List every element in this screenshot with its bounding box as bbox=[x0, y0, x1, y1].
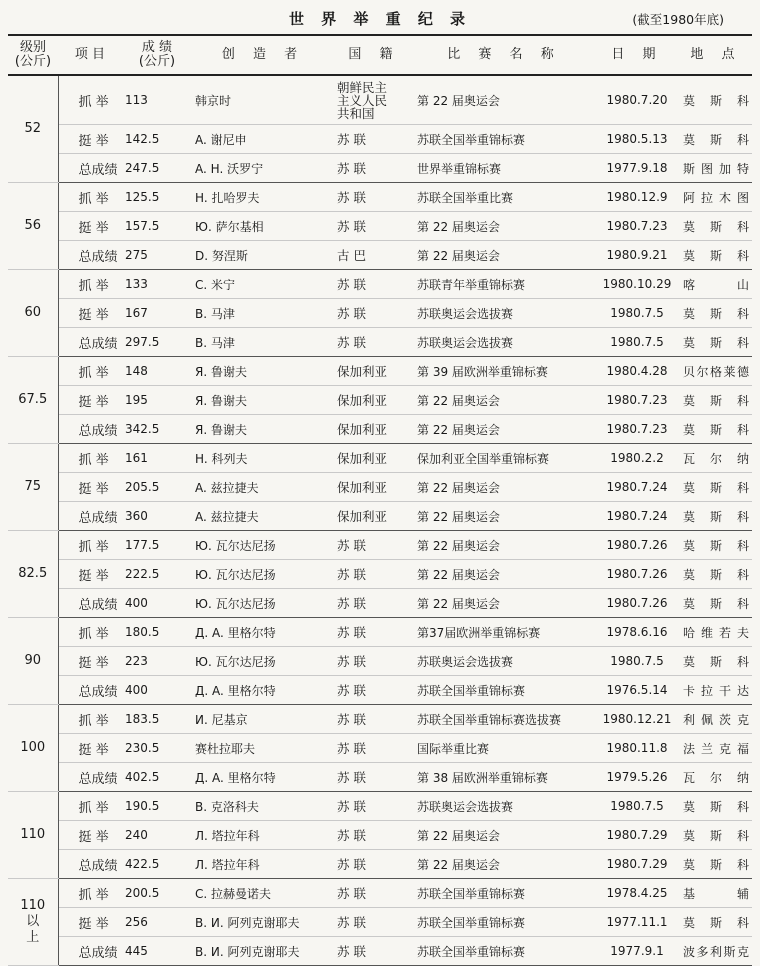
competition-cell: 苏联全国举重锦标赛 bbox=[414, 937, 594, 966]
nation-cell: 保加利亚 bbox=[334, 473, 414, 502]
competition-cell: 第 22 届奥运会 bbox=[414, 212, 594, 241]
result-cell: 183.5 bbox=[122, 705, 192, 734]
competition-cell: 保加利亚全国举重锦标赛 bbox=[414, 444, 594, 473]
header-result: 成 绩 (公斤) bbox=[122, 35, 192, 75]
weight-class-cell: 110 bbox=[8, 792, 58, 879]
event-cell: 挺 举 bbox=[58, 560, 122, 589]
date-cell: 1980.7.5 bbox=[594, 328, 680, 357]
event-cell: 挺 举 bbox=[58, 212, 122, 241]
holder-cell: Д. A. 里格尔特 bbox=[192, 763, 334, 792]
holder-cell: A. 兹拉捷夫 bbox=[192, 473, 334, 502]
holder-cell: Д. A. 里格尔特 bbox=[192, 676, 334, 705]
header-event: 项 目 bbox=[58, 35, 122, 75]
holder-cell: A. 谢尼申 bbox=[192, 125, 334, 154]
result-cell: 297.5 bbox=[122, 328, 192, 357]
result-cell: 195 bbox=[122, 386, 192, 415]
date-cell: 1980.9.21 bbox=[594, 241, 680, 270]
result-cell: 180.5 bbox=[122, 618, 192, 647]
date-cell: 1977.9.1 bbox=[594, 937, 680, 966]
weight-class-cell: 67.5 bbox=[8, 357, 58, 444]
place-cell: 瓦尔纳 bbox=[680, 444, 752, 473]
result-cell: 402.5 bbox=[122, 763, 192, 792]
event-cell: 抓 举 bbox=[58, 75, 122, 125]
table-row bbox=[8, 386, 752, 415]
place-cell: 哈维若夫 bbox=[680, 618, 752, 647]
event-cell: 抓 举 bbox=[58, 531, 122, 560]
result-cell: 205.5 bbox=[122, 473, 192, 502]
date-cell: 1980.7.29 bbox=[594, 821, 680, 850]
table-row bbox=[8, 908, 752, 937]
header-class: 级别 (公斤) bbox=[8, 35, 58, 75]
holder-cell: Ю. 瓦尔达尼扬 bbox=[192, 560, 334, 589]
table-row bbox=[8, 154, 752, 183]
holder-cell: Л. 塔拉年科 bbox=[192, 850, 334, 879]
cutoff-note: (截至1980年底) bbox=[632, 12, 724, 27]
place-cell: 利佩茨克 bbox=[680, 705, 752, 734]
result-cell: 142.5 bbox=[122, 125, 192, 154]
competition-cell: 第 22 届奥运会 bbox=[414, 241, 594, 270]
event-cell: 抓 举 bbox=[58, 792, 122, 821]
place-cell: 基辅 bbox=[680, 879, 752, 908]
date-cell: 1977.9.18 bbox=[594, 154, 680, 183]
competition-cell: 第 22 届奥运会 bbox=[414, 850, 594, 879]
nation-cell: 朝鲜民主 主义人民 共和国 bbox=[334, 75, 414, 125]
table-row bbox=[8, 125, 752, 154]
holder-cell: Я. 鲁谢夫 bbox=[192, 357, 334, 386]
event-cell: 挺 举 bbox=[58, 908, 122, 937]
holder-cell: D. 努涅斯 bbox=[192, 241, 334, 270]
place-cell: 瓦尔纳 bbox=[680, 763, 752, 792]
holder-cell: 赛杜拉耶夫 bbox=[192, 734, 334, 763]
date-cell: 1979.5.26 bbox=[594, 763, 680, 792]
header-holder: 创 造 者 bbox=[192, 35, 334, 75]
place-cell: 莫斯科 bbox=[680, 908, 752, 937]
nation-cell: 苏 联 bbox=[334, 908, 414, 937]
result-cell: 177.5 bbox=[122, 531, 192, 560]
weight-class-cell: 110 以 上 bbox=[8, 879, 58, 966]
holder-cell: A. 兹拉捷夫 bbox=[192, 502, 334, 531]
date-cell: 1980.11.8 bbox=[594, 734, 680, 763]
result-cell: 190.5 bbox=[122, 792, 192, 821]
place-cell: 莫斯科 bbox=[680, 821, 752, 850]
table-row bbox=[8, 705, 752, 734]
place-cell: 莫斯科 bbox=[680, 328, 752, 357]
competition-cell: 苏联奥运会选拔赛 bbox=[414, 647, 594, 676]
header-nation: 国 籍 bbox=[334, 35, 414, 75]
holder-cell: Л. 塔拉年科 bbox=[192, 821, 334, 850]
competition-cell: 第 22 届奥运会 bbox=[414, 589, 594, 618]
place-cell: 莫斯科 bbox=[680, 531, 752, 560]
nation-cell: 苏 联 bbox=[334, 270, 414, 299]
place-cell: 阿拉木图 bbox=[680, 183, 752, 212]
date-cell: 1980.7.24 bbox=[594, 502, 680, 531]
event-cell: 总成绩 bbox=[58, 415, 122, 444]
result-cell: 148 bbox=[122, 357, 192, 386]
event-cell: 抓 举 bbox=[58, 357, 122, 386]
weight-class-cell: 100 bbox=[8, 705, 58, 792]
table-row bbox=[8, 763, 752, 792]
event-cell: 挺 举 bbox=[58, 647, 122, 676]
place-cell: 莫斯科 bbox=[680, 473, 752, 502]
event-cell: 总成绩 bbox=[58, 502, 122, 531]
competition-cell: 苏联全国举重锦标赛 bbox=[414, 879, 594, 908]
event-cell: 抓 举 bbox=[58, 183, 122, 212]
holder-cell: H. 科列夫 bbox=[192, 444, 334, 473]
competition-cell: 苏联全国举重锦标赛 bbox=[414, 676, 594, 705]
table-row bbox=[8, 676, 752, 705]
result-cell: 222.5 bbox=[122, 560, 192, 589]
date-cell: 1980.7.29 bbox=[594, 850, 680, 879]
date-cell: 1980.7.20 bbox=[594, 75, 680, 125]
competition-cell: 第 22 届奥运会 bbox=[414, 531, 594, 560]
table-row bbox=[8, 618, 752, 647]
table-row bbox=[8, 792, 752, 821]
event-cell: 总成绩 bbox=[58, 589, 122, 618]
date-cell: 1980.7.5 bbox=[594, 299, 680, 328]
competition-cell: 世界举重锦标赛 bbox=[414, 154, 594, 183]
result-cell: 161 bbox=[122, 444, 192, 473]
nation-cell: 苏 联 bbox=[334, 154, 414, 183]
result-cell: 113 bbox=[122, 75, 192, 125]
date-cell: 1980.7.23 bbox=[594, 212, 680, 241]
nation-cell: 保加利亚 bbox=[334, 415, 414, 444]
place-cell: 莫斯科 bbox=[680, 125, 752, 154]
table-row bbox=[8, 589, 752, 618]
place-cell: 莫斯科 bbox=[680, 386, 752, 415]
nation-cell: 苏 联 bbox=[334, 183, 414, 212]
table-row bbox=[8, 734, 752, 763]
competition-cell: 第 38 届欧洲举重锦标赛 bbox=[414, 763, 594, 792]
date-cell: 1980.12.21 bbox=[594, 705, 680, 734]
nation-cell: 苏 联 bbox=[334, 531, 414, 560]
competition-cell: 苏联奥运会选拔赛 bbox=[414, 792, 594, 821]
nation-cell: 苏 联 bbox=[334, 647, 414, 676]
result-cell: 125.5 bbox=[122, 183, 192, 212]
result-cell: 157.5 bbox=[122, 212, 192, 241]
competition-cell: 第 22 届奥运会 bbox=[414, 560, 594, 589]
holder-cell: Ю. 瓦尔达尼扬 bbox=[192, 531, 334, 560]
holder-cell: H. 扎哈罗夫 bbox=[192, 183, 334, 212]
place-cell: 莫斯科 bbox=[680, 502, 752, 531]
date-cell: 1980.7.5 bbox=[594, 792, 680, 821]
place-cell: 卡拉干达 bbox=[680, 676, 752, 705]
table-row bbox=[8, 502, 752, 531]
date-cell: 1977.11.1 bbox=[594, 908, 680, 937]
place-cell: 莫斯科 bbox=[680, 560, 752, 589]
competition-cell: 第 22 届奥运会 bbox=[414, 386, 594, 415]
nation-cell: 苏 联 bbox=[334, 328, 414, 357]
event-cell: 抓 举 bbox=[58, 879, 122, 908]
holder-cell: Ю. 瓦尔达尼扬 bbox=[192, 647, 334, 676]
event-cell: 挺 举 bbox=[58, 386, 122, 415]
holder-cell: Ю. 瓦尔达尼扬 bbox=[192, 589, 334, 618]
event-cell: 挺 举 bbox=[58, 734, 122, 763]
table-row bbox=[8, 212, 752, 241]
place-cell: 莫斯科 bbox=[680, 241, 752, 270]
date-cell: 1980.5.13 bbox=[594, 125, 680, 154]
event-cell: 挺 举 bbox=[58, 299, 122, 328]
weight-class-cell: 52 bbox=[8, 75, 58, 183]
records-body bbox=[8, 75, 752, 966]
table-row bbox=[8, 473, 752, 502]
date-cell: 1980.10.29 bbox=[594, 270, 680, 299]
date-cell: 1980.7.26 bbox=[594, 560, 680, 589]
table-row bbox=[8, 357, 752, 386]
result-cell: 133 bbox=[122, 270, 192, 299]
table-row bbox=[8, 850, 752, 879]
holder-cell: B. И. 阿列克谢耶夫 bbox=[192, 908, 334, 937]
result-cell: 256 bbox=[122, 908, 192, 937]
table-row bbox=[8, 241, 752, 270]
date-cell: 1980.7.24 bbox=[594, 473, 680, 502]
place-cell: 斯图加特 bbox=[680, 154, 752, 183]
holder-cell: Я. 鲁谢夫 bbox=[192, 415, 334, 444]
competition-cell: 苏联奥运会选拔赛 bbox=[414, 299, 594, 328]
weight-class-cell: 75 bbox=[8, 444, 58, 531]
table-row bbox=[8, 647, 752, 676]
event-cell: 抓 举 bbox=[58, 444, 122, 473]
result-cell: 445 bbox=[122, 937, 192, 966]
table-row bbox=[8, 531, 752, 560]
nation-cell: 苏 联 bbox=[334, 125, 414, 154]
event-cell: 挺 举 bbox=[58, 125, 122, 154]
date-cell: 1980.7.23 bbox=[594, 415, 680, 444]
nation-cell: 苏 联 bbox=[334, 792, 414, 821]
event-cell: 抓 举 bbox=[58, 270, 122, 299]
table-row bbox=[8, 75, 752, 125]
table-row bbox=[8, 937, 752, 966]
event-cell: 总成绩 bbox=[58, 676, 122, 705]
event-cell: 总成绩 bbox=[58, 328, 122, 357]
date-cell: 1976.5.14 bbox=[594, 676, 680, 705]
holder-cell: Д. A. 里格尔特 bbox=[192, 618, 334, 647]
place-cell: 法兰克福 bbox=[680, 734, 752, 763]
table-row bbox=[8, 444, 752, 473]
result-cell: 360 bbox=[122, 502, 192, 531]
weight-class-cell: 82.5 bbox=[8, 531, 58, 618]
nation-cell: 苏 联 bbox=[334, 589, 414, 618]
nation-cell: 苏 联 bbox=[334, 879, 414, 908]
nation-cell: 苏 联 bbox=[334, 299, 414, 328]
result-cell: 223 bbox=[122, 647, 192, 676]
nation-cell: 苏 联 bbox=[334, 850, 414, 879]
nation-cell: 保加利亚 bbox=[334, 444, 414, 473]
event-cell: 抓 举 bbox=[58, 618, 122, 647]
date-cell: 1978.4.25 bbox=[594, 879, 680, 908]
place-cell: 莫斯科 bbox=[680, 299, 752, 328]
holder-cell: И. 尼基京 bbox=[192, 705, 334, 734]
nation-cell: 保加利亚 bbox=[334, 357, 414, 386]
event-cell: 总成绩 bbox=[58, 937, 122, 966]
nation-cell: 古 巴 bbox=[334, 241, 414, 270]
competition-cell: 第 22 届奥运会 bbox=[414, 75, 594, 125]
holder-cell: C. 拉赫曼诺夫 bbox=[192, 879, 334, 908]
holder-cell: B. И. 阿列克谢耶夫 bbox=[192, 937, 334, 966]
date-cell: 1980.2.2 bbox=[594, 444, 680, 473]
holder-cell: C. 米宁 bbox=[192, 270, 334, 299]
date-cell: 1980.12.9 bbox=[594, 183, 680, 212]
competition-cell: 苏联全国举重锦标赛 bbox=[414, 125, 594, 154]
result-cell: 167 bbox=[122, 299, 192, 328]
result-cell: 400 bbox=[122, 589, 192, 618]
competition-cell: 苏联全国举重锦标赛 bbox=[414, 908, 594, 937]
holder-cell: Я. 鲁谢夫 bbox=[192, 386, 334, 415]
holder-cell: 韩京时 bbox=[192, 75, 334, 125]
date-cell: 1980.7.26 bbox=[594, 531, 680, 560]
competition-cell: 第 39 届欧洲举重锦标赛 bbox=[414, 357, 594, 386]
place-cell: 贝尔格莱德 bbox=[680, 357, 752, 386]
place-cell: 喀山 bbox=[680, 270, 752, 299]
result-cell: 275 bbox=[122, 241, 192, 270]
date-cell: 1980.7.5 bbox=[594, 647, 680, 676]
competition-cell: 第37届欧洲举重锦标赛 bbox=[414, 618, 594, 647]
competition-cell: 第 22 届奥运会 bbox=[414, 502, 594, 531]
competition-cell: 苏联奥运会选拔赛 bbox=[414, 328, 594, 357]
result-cell: 342.5 bbox=[122, 415, 192, 444]
place-cell: 波多利斯克 bbox=[680, 937, 752, 966]
date-cell: 1978.6.16 bbox=[594, 618, 680, 647]
nation-cell: 苏 联 bbox=[334, 763, 414, 792]
table-row bbox=[8, 821, 752, 850]
event-cell: 总成绩 bbox=[58, 241, 122, 270]
holder-cell: B. 克洛科夫 bbox=[192, 792, 334, 821]
table-row bbox=[8, 328, 752, 357]
result-cell: 230.5 bbox=[122, 734, 192, 763]
nation-cell: 苏 联 bbox=[334, 212, 414, 241]
date-cell: 1980.4.28 bbox=[594, 357, 680, 386]
place-cell: 莫斯科 bbox=[680, 415, 752, 444]
table-row bbox=[8, 183, 752, 212]
event-cell: 抓 举 bbox=[58, 705, 122, 734]
weight-class-cell: 90 bbox=[8, 618, 58, 705]
date-cell: 1980.7.26 bbox=[594, 589, 680, 618]
nation-cell: 保加利亚 bbox=[334, 502, 414, 531]
nation-cell: 苏 联 bbox=[334, 705, 414, 734]
weight-class-cell: 56 bbox=[8, 183, 58, 270]
place-cell: 莫斯科 bbox=[680, 589, 752, 618]
result-cell: 200.5 bbox=[122, 879, 192, 908]
nation-cell: 苏 联 bbox=[334, 618, 414, 647]
table-row bbox=[8, 415, 752, 444]
place-cell: 莫斯科 bbox=[680, 212, 752, 241]
event-cell: 总成绩 bbox=[58, 850, 122, 879]
table-row bbox=[8, 270, 752, 299]
holder-cell: B. 马津 bbox=[192, 299, 334, 328]
event-cell: 挺 举 bbox=[58, 473, 122, 502]
place-cell: 莫斯科 bbox=[680, 850, 752, 879]
world-records-table bbox=[8, 34, 752, 966]
competition-cell: 苏联青年举重锦标赛 bbox=[414, 270, 594, 299]
event-cell: 挺 举 bbox=[58, 821, 122, 850]
holder-cell: B. 马津 bbox=[192, 328, 334, 357]
competition-cell: 国际举重比赛 bbox=[414, 734, 594, 763]
header-competition: 比 赛 名 称 bbox=[414, 35, 594, 75]
header-place: 地 点 bbox=[680, 35, 752, 75]
date-cell: 1980.7.23 bbox=[594, 386, 680, 415]
page-title: 世 界 举 重 纪 录 bbox=[288, 10, 472, 28]
holder-cell: A. H. 沃罗宁 bbox=[192, 154, 334, 183]
result-cell: 247.5 bbox=[122, 154, 192, 183]
competition-cell: 苏联全国举重比赛 bbox=[414, 183, 594, 212]
table-row bbox=[8, 299, 752, 328]
weight-class-cell: 60 bbox=[8, 270, 58, 357]
header-date: 日 期 bbox=[594, 35, 680, 75]
competition-cell: 苏联全国举重锦标赛选拔赛 bbox=[414, 705, 594, 734]
table-row bbox=[8, 879, 752, 908]
table-row bbox=[8, 560, 752, 589]
holder-cell: Ю. 萨尔基相 bbox=[192, 212, 334, 241]
nation-cell: 保加利亚 bbox=[334, 386, 414, 415]
nation-cell: 苏 联 bbox=[334, 821, 414, 850]
competition-cell: 第 22 届奥运会 bbox=[414, 821, 594, 850]
competition-cell: 第 22 届奥运会 bbox=[414, 415, 594, 444]
event-cell: 总成绩 bbox=[58, 154, 122, 183]
place-cell: 莫斯科 bbox=[680, 792, 752, 821]
nation-cell: 苏 联 bbox=[334, 676, 414, 705]
result-cell: 400 bbox=[122, 676, 192, 705]
nation-cell: 苏 联 bbox=[334, 937, 414, 966]
table-header-row bbox=[8, 35, 752, 75]
nation-cell: 苏 联 bbox=[334, 734, 414, 763]
competition-cell: 第 22 届奥运会 bbox=[414, 473, 594, 502]
result-cell: 422.5 bbox=[122, 850, 192, 879]
page-header bbox=[0, 0, 760, 34]
event-cell: 总成绩 bbox=[58, 763, 122, 792]
nation-cell: 苏 联 bbox=[334, 560, 414, 589]
place-cell: 莫斯科 bbox=[680, 75, 752, 125]
place-cell: 莫斯科 bbox=[680, 647, 752, 676]
result-cell: 240 bbox=[122, 821, 192, 850]
